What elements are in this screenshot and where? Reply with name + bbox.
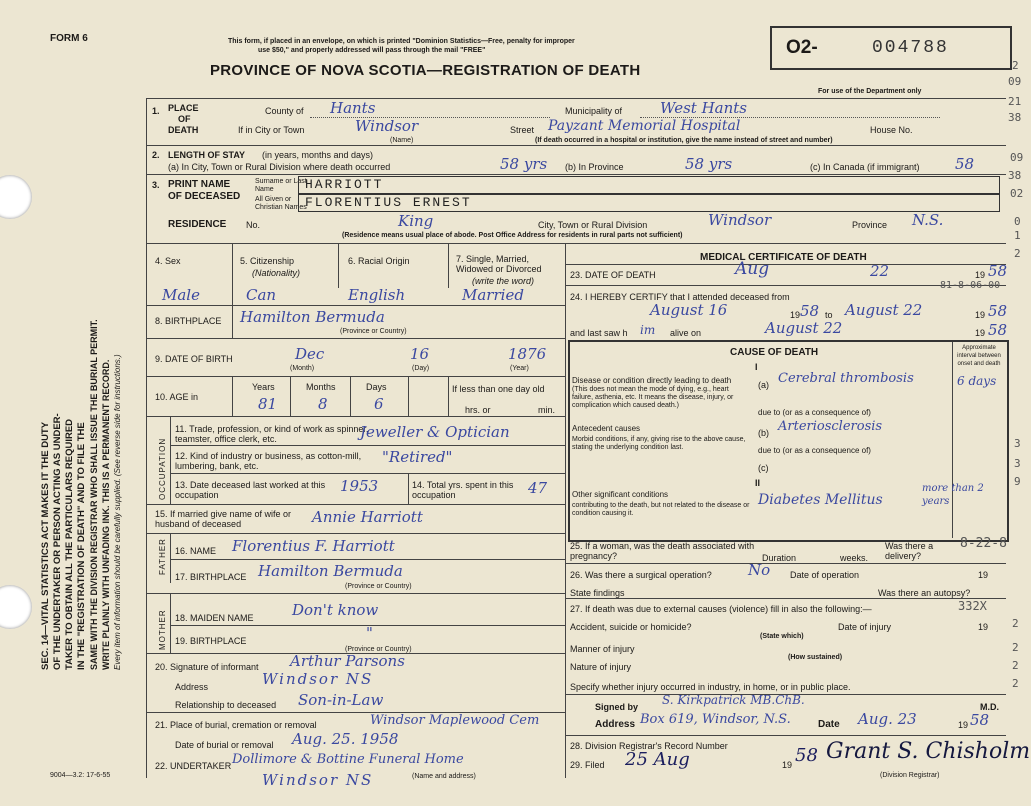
- s1-bottom-rule: [146, 145, 1006, 146]
- center-divider: [565, 243, 566, 778]
- alive-value: August 22: [765, 319, 843, 337]
- last-saw-label: and last saw h: [570, 328, 628, 338]
- q11-label: 11. Trade, profession, or kind of work as spinner, teamster, office clerk, etc.: [175, 424, 369, 444]
- row-rule-1: [146, 305, 565, 306]
- op-year-prefix: 19: [978, 570, 989, 580]
- part-1-label: I: [755, 362, 758, 372]
- racial-value: English: [348, 286, 406, 304]
- marital-value: Married: [462, 286, 524, 304]
- surname-label: Surname or Last Name: [255, 178, 307, 193]
- q27-label: 27. If death was due to external causes (violence) fill in also the following:—: [570, 604, 872, 614]
- q20-label: 20. Signature of informant: [155, 662, 259, 672]
- findings-label: State findings: [570, 588, 625, 598]
- row-rule-2: [146, 338, 565, 339]
- street-value: Payzant Memorial Hospital: [548, 118, 741, 134]
- q17-label: 17. BIRTHPLACE: [175, 572, 247, 582]
- mother-label: MOTHER: [158, 609, 167, 650]
- q24-label: 24. I HEREBY CERTIFY that I attended deceased from: [570, 292, 790, 302]
- binder-hole-bottom: [0, 585, 32, 629]
- residence-city: Windsor: [708, 211, 772, 229]
- other-conditions-label: Other significant conditions: [572, 490, 669, 499]
- q19-caption: (Province or Country): [345, 646, 412, 653]
- cause-a-label: (a): [758, 380, 769, 390]
- age-months-label: Months: [306, 382, 336, 392]
- q22-answer-line2: Windsor NS: [262, 771, 374, 789]
- birthplace-caption: (Province or Country): [340, 328, 407, 335]
- stay-a-label: (a) In City, Town or Rural Division where death occurred: [168, 162, 391, 172]
- citizenship-label: 5. Citizenship: [240, 256, 295, 266]
- father-label: FATHER: [158, 538, 167, 575]
- due-to-label-1: due to (or as a consequence of): [758, 408, 871, 417]
- q15-label: 15. If married give name of wife or husband of deceased: [155, 509, 292, 529]
- weeks-label: weeks.: [840, 553, 869, 563]
- surname-value: HARRIOTT: [305, 177, 384, 192]
- q21-answer: Windsor Maplewood Cem: [370, 713, 540, 728]
- cause-title: CAUSE OF DEATH: [730, 347, 819, 358]
- q18-label: 18. MAIDEN NAME: [175, 613, 254, 623]
- sign-date-value: Aug. 23: [858, 710, 917, 728]
- other-conditions-interval: more than 2 years: [922, 483, 984, 507]
- municipality-label: Municipality of: [565, 106, 623, 116]
- col-divider-2: [338, 243, 339, 288]
- department-use-label: For use of the Department only: [818, 88, 922, 95]
- left-margin-rule: [146, 98, 147, 778]
- q-rule-1: [565, 563, 1006, 564]
- cause-b-value: Arteriosclerosis: [778, 419, 883, 434]
- q11-answer: Jeweller & Optician: [360, 423, 510, 441]
- q12-answer: "Retired": [382, 448, 453, 466]
- margin-code-3: 21: [1008, 95, 1022, 108]
- stay-c-value: 58: [955, 155, 975, 173]
- q23-day: 22: [870, 262, 890, 280]
- postal-notice-line1: This form, if placed in an envelope, on which is printed "Dominion Statistics—Free, penalty for improper: [228, 38, 575, 45]
- filed-value: 25 Aug: [625, 749, 690, 770]
- row-rule-3: [146, 376, 565, 377]
- margin-code-9: 1: [1014, 229, 1021, 242]
- cause-a-value: Cerebral thrombosis: [778, 371, 914, 386]
- margin-code-16: 2: [1012, 677, 1019, 690]
- injury-year-prefix: 19: [978, 622, 989, 632]
- q24-year2: 58: [988, 302, 1008, 320]
- given-value: FLORENTIUS ERNEST: [305, 195, 472, 210]
- row-rule-4: [146, 416, 565, 417]
- age-years-label: Years: [252, 382, 275, 392]
- age-div-2: [290, 376, 291, 416]
- medical-title: MEDICAL CERTIFICATE OF DEATH: [700, 252, 867, 263]
- q17-answer: Hamilton Bermuda: [258, 562, 403, 580]
- fam-rule-1: [146, 533, 565, 534]
- s3-label-a: PRINT NAME: [168, 179, 231, 190]
- binder-hole-top: [0, 175, 32, 219]
- margin-code-2: 09: [1008, 75, 1022, 88]
- q16-answer: Florentius F. Harriott: [232, 537, 395, 555]
- undertaker-caption: (Name and address): [412, 773, 476, 780]
- side-notice-line6: WRITE PLAINLY WITH UNFADING INK. THIS IS A PERMANENT RECORD.: [101, 359, 111, 670]
- relationship-value: Son-in-Law: [298, 691, 384, 709]
- stay-a-value: 58 yrs: [500, 155, 548, 173]
- antecedent-label: Antecedent causes: [572, 424, 641, 433]
- side-notice-line7: Every item of information should be carefully supplied. (See reverse side for instructions.): [113, 354, 122, 670]
- margin-code-12: 3: [1014, 457, 1021, 470]
- occupation-vertical-label: OCCUPATION: [158, 437, 167, 500]
- citizenship-sub: (Nationality): [252, 268, 301, 278]
- postal-notice-line2: use $50," and properly addressed will pass through the mail "FREE": [258, 47, 486, 54]
- delivery-label: Was there a delivery?: [885, 541, 934, 561]
- county-value: Hants: [330, 99, 376, 117]
- corner-note: 81-8-06-00: [940, 280, 1001, 291]
- q22-label: 22. UNDERTAKER: [155, 761, 232, 771]
- age-div-4: [408, 376, 409, 416]
- alive-label: alive on: [670, 328, 702, 338]
- q23-month: Aug: [735, 259, 770, 279]
- s2-bottom-rule: [146, 174, 1006, 175]
- q18-answer: Don't know: [292, 601, 379, 619]
- residence-bottom-rule: [146, 243, 1006, 244]
- relationship-label: Relationship to deceased: [175, 700, 277, 710]
- occ-rule-1: [170, 445, 565, 446]
- margin-code-5: 09: [1010, 151, 1024, 164]
- age-div-3: [350, 376, 351, 416]
- margin-code-14: 2: [1012, 641, 1019, 654]
- municipality-value: West Hants: [660, 99, 747, 117]
- mother-side-rule: [170, 593, 171, 653]
- age-years-value: 81: [258, 395, 278, 413]
- name-caption: (Name): [390, 137, 414, 144]
- signed-value: S. Kirkpatrick MB.ChB.: [662, 693, 805, 707]
- q29-label: 29. Filed: [570, 760, 605, 770]
- q14-label: 14. Total yrs. spent in this occupation: [412, 480, 514, 500]
- margin-code-11: 3: [1014, 437, 1021, 450]
- s3-label-b: OF DECEASED: [168, 191, 241, 202]
- street-label: Street: [510, 125, 535, 135]
- side-notice-line2: OF THE UNDERTAKER OR PERSON ACTING AS UNDER-: [52, 413, 63, 670]
- father-side-rule: [170, 533, 171, 583]
- stay-b-value: 58 yrs: [685, 155, 733, 173]
- age-months-value: 8: [318, 395, 328, 413]
- residence-note: (Residence means usual place of abode. Post Office Address for residents in rural parts not sufficient): [342, 232, 683, 239]
- dob-year: 1876: [508, 345, 547, 363]
- cause-c-label: (c): [758, 463, 769, 473]
- delivery-value: 8-22-8: [960, 536, 1007, 551]
- interval-divider: [952, 342, 953, 538]
- q24-to-label: to: [825, 310, 833, 320]
- margin-code-6: 38: [1008, 169, 1022, 182]
- dob-month: Dec: [295, 345, 325, 363]
- margin-code-17: 2: [1012, 617, 1019, 630]
- racial-label: 6. Racial Origin: [348, 256, 410, 266]
- margin-code-15: 2: [1012, 659, 1019, 672]
- age-label: 10. AGE in: [155, 392, 199, 402]
- q28-label: 28. Division Registrar's Record Number: [570, 741, 728, 751]
- given-label: All Given or Christian Names: [255, 196, 307, 211]
- house-label: House No.: [870, 125, 913, 135]
- s3-num: 3.: [152, 180, 160, 190]
- registration-number-box: [770, 26, 1012, 70]
- q13-label: 13. Date deceased last worked at this occupation: [175, 480, 326, 500]
- doctor-address-label: Address: [595, 719, 636, 730]
- autopsy-label: Was there an autopsy?: [878, 588, 971, 598]
- top-rule: [146, 98, 1006, 99]
- sex-label: 4. Sex: [155, 256, 181, 266]
- citizenship-value: Can: [246, 286, 277, 304]
- age-days-label: Days: [366, 382, 387, 392]
- side-notice-line1: SEC. 14—VITAL STATISTICS ACT MAKES IT THE DUTY: [40, 421, 51, 670]
- s1-label-b: OF: [178, 114, 191, 124]
- occ-rule-3: [146, 504, 565, 505]
- cause-b-label: (b): [758, 428, 769, 438]
- md-label: M.D.: [980, 702, 999, 712]
- due-to-label-2: due to (or as a consequence of): [758, 446, 871, 455]
- other-conditions-note: contributing to the death, but not related to the disease or condition causing it.: [572, 502, 750, 517]
- op-date-label: Date of operation: [790, 570, 860, 580]
- s2-label: LENGTH OF STAY: [168, 150, 246, 160]
- county-label: County of: [265, 106, 304, 116]
- margin-code-1: 2: [1012, 59, 1019, 72]
- side-notice-line5: SAME WITH THE DIVISION REGISTRAR WHO SHALL ISSUE THE BURIAL PERMIT.: [89, 319, 99, 670]
- q24-year1: 58: [800, 302, 820, 320]
- doctor-address-value: Box 619, Windsor, N.S.: [640, 712, 791, 727]
- q-rule-2: [565, 598, 1006, 599]
- less-one-day-label: If less than one day old: [452, 384, 545, 394]
- dob-year-caption: (Year): [510, 365, 529, 372]
- last-saw-value: im: [640, 323, 656, 337]
- q23-year: 58: [988, 262, 1008, 280]
- accident-label: Accident, suicide or homicide?: [570, 622, 692, 632]
- q24-year1-prefix: 19: [790, 310, 801, 320]
- nature-label: Nature of injury: [570, 662, 632, 672]
- fam-rule-3: [146, 593, 565, 594]
- part-2-label: II: [755, 478, 761, 488]
- q17-caption: (Province or Country): [345, 583, 412, 590]
- registration-number: 004788: [872, 38, 949, 58]
- q14-answer: 47: [528, 479, 548, 497]
- form-number: FORM 6: [50, 33, 88, 44]
- q27-code: 332X: [958, 599, 987, 613]
- q12-label: 12. Kind of industry or business, as cotton-mill, lumbering, bank, etc.: [175, 451, 362, 471]
- occ-div-13: [408, 473, 409, 504]
- q13-answer: 1953: [340, 477, 379, 495]
- col-divider-1: [232, 243, 233, 338]
- q20-answer: Arthur Parsons: [290, 652, 405, 670]
- form-code: 9004—3.2: 17-6-55: [50, 772, 111, 779]
- margin-code-4: 38: [1008, 111, 1022, 124]
- residence-city-label: City, Town or Rural Division: [538, 220, 648, 230]
- residence-province: N.S.: [912, 211, 944, 229]
- registration-prefix: O2-: [786, 37, 818, 58]
- birthplace-value: Hamilton Bermuda: [240, 308, 385, 326]
- min-label: min.: [538, 405, 556, 415]
- s1-label-c: DEATH: [168, 125, 199, 135]
- fam-rule-2: [170, 559, 565, 560]
- col-divider-3: [448, 243, 449, 288]
- residence-label: RESIDENCE: [168, 219, 227, 230]
- stay-b-label: (b) In Province: [565, 162, 624, 172]
- s2-num: 2.: [152, 150, 160, 160]
- residence-province-label: Province: [852, 220, 888, 230]
- med-rule-0: [565, 264, 1006, 265]
- margin-code-7: 02: [1010, 187, 1024, 200]
- q23-year-prefix: 19: [975, 270, 986, 280]
- dob-day: 16: [410, 345, 430, 363]
- signed-label: Signed by: [595, 702, 639, 712]
- dob-month-caption: (Month): [290, 365, 315, 372]
- dob-day-caption: (Day): [412, 365, 430, 372]
- margin-code-8: 0: [1014, 215, 1021, 228]
- side-notice-line3: TAKER TO OBTAIN ALL THE PARTICULARS REQUIRED: [64, 418, 75, 670]
- margin-code-10: 2: [1014, 247, 1021, 260]
- q26-label: 26. Was there a surgical operation?: [570, 570, 712, 580]
- informant-address-value: Windsor NS: [262, 670, 374, 688]
- antecedent-note: Morbid conditions, if any, giving rise to the above cause, stating the underlying condition last.: [572, 436, 746, 451]
- s1-num: 1.: [152, 106, 160, 116]
- occ-rule-2: [170, 473, 565, 474]
- burial-date-value: Aug. 25. 1958: [292, 730, 399, 748]
- county-underline: [310, 117, 550, 118]
- q21-label: 21. Place of burial, cremation or removal: [155, 720, 317, 730]
- occupation-side-rule: [170, 416, 171, 504]
- marital-label: 7. Single, Married, Widowed or Divorced: [456, 254, 542, 274]
- cause-a-interval: 6 days: [957, 374, 997, 388]
- margin-code-13: 9: [1014, 475, 1021, 488]
- side-notice: [40, 170, 124, 670]
- q24-to: August 22: [845, 301, 923, 319]
- s1-label-a: PLACE: [168, 103, 199, 113]
- s2-sub: (in years, months and days): [262, 150, 374, 160]
- disease-label: Disease or condition directly leading to death: [572, 376, 732, 385]
- q16-label: 16. NAME: [175, 546, 217, 556]
- other-conditions-value: Diabetes Mellitus: [758, 492, 883, 508]
- residence-no-label: No.: [246, 220, 261, 230]
- q25-label: 25. If a woman, was the death associated with pregnancy?: [570, 541, 755, 561]
- disease-note: (This does not mean the mode of dying, e.g., heart failure, asthenia, etc. It means the disease, injury, or complication which caused death.): [572, 386, 734, 409]
- informant-address-label: Address: [175, 682, 209, 692]
- q19-label: 19. BIRTHPLACE: [175, 636, 247, 646]
- city-value: Windsor: [355, 117, 419, 135]
- age-div-1: [232, 376, 233, 416]
- dob-label: 9. DATE OF BIRTH: [155, 354, 233, 364]
- duration-label: Duration: [762, 553, 797, 563]
- birthplace-label: 8. BIRTHPLACE: [155, 316, 222, 326]
- hospital-note: (If death occurred in a hospital or institution, give the name instead of street and number): [535, 137, 833, 144]
- registrar-caption: (Division Registrar): [880, 772, 940, 779]
- q22-answer: Dollimore & Bottine Funeral Home: [232, 752, 464, 767]
- stay-c-label: (c) In Canada (if immigrant): [810, 162, 920, 172]
- filed-year: 58: [795, 745, 818, 766]
- sign-year: 58: [970, 711, 990, 729]
- alive-year-prefix: 19: [975, 328, 986, 338]
- sex-value: Male: [162, 286, 200, 304]
- hrs-label: hrs. or: [465, 405, 491, 415]
- filed-year-prefix: 19: [782, 760, 793, 770]
- alive-year: 58: [988, 321, 1008, 339]
- q24-from: August 16: [650, 301, 728, 319]
- age-div-5: [448, 376, 449, 416]
- q15-answer: Annie Harriott: [312, 508, 423, 526]
- sign-date-label: Date: [818, 719, 840, 730]
- specify-label: Specify whether injury occurred in industry, in home, or in public place.: [570, 682, 851, 692]
- age-days-value: 6: [374, 395, 384, 413]
- marital-sub: (write the word): [472, 276, 535, 286]
- sign-year-prefix: 19: [958, 720, 969, 730]
- registrar-signature: Grant S. Chisholm: [826, 739, 1031, 764]
- state-which-caption: (State which): [760, 633, 804, 640]
- residence-street: King: [398, 212, 434, 230]
- surname-box: [298, 176, 1000, 194]
- q26-answer: No: [748, 561, 771, 579]
- q24-year2-prefix: 19: [975, 310, 986, 320]
- q23-label: 23. DATE OF DEATH: [570, 270, 656, 280]
- side-notice-line4: IN THE "REGISTRATION OF DEATH" AND TO FILE THE: [76, 422, 87, 670]
- burial-date-label: Date of burial or removal: [175, 740, 274, 750]
- page-title: PROVINCE OF NOVA SCOTIA—REGISTRATION OF DEATH: [210, 62, 641, 79]
- interval-header: Approximate interval between onset and death: [957, 345, 1001, 367]
- injury-date-label: Date of injury: [838, 622, 892, 632]
- q19-answer: ": [366, 624, 373, 642]
- manner-label: Manner of injury: [570, 644, 635, 654]
- how-caption: (How sustained): [788, 654, 843, 661]
- city-label: If in City or Town: [238, 125, 305, 135]
- sig-rule: [565, 735, 1006, 736]
